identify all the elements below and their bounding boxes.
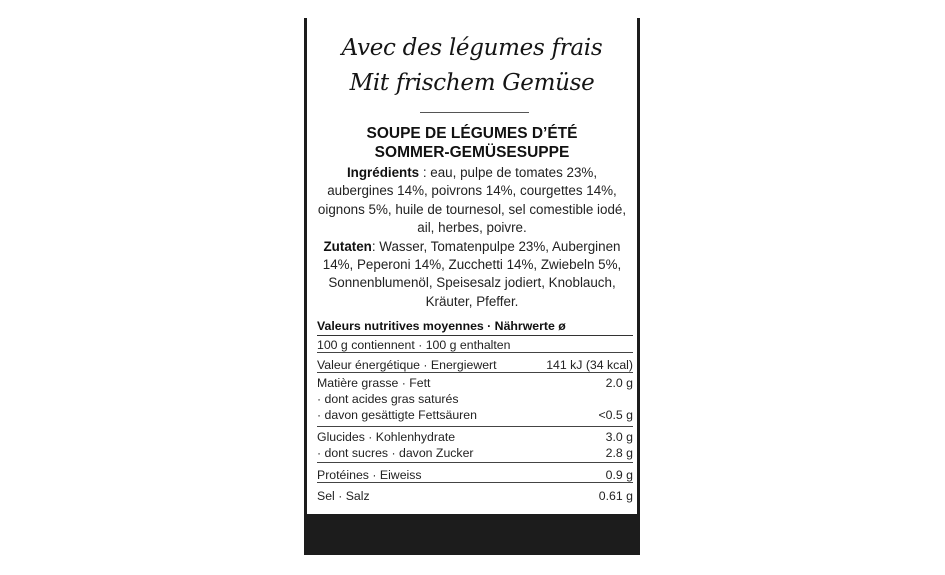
nutrition-header: Valeurs nutritives moyennes · Nährwerte ø: [317, 318, 633, 336]
nutrition-row-carbs: [317, 427, 633, 463]
sugars-label: · dont sucres · davon Zucker: [317, 446, 474, 460]
divider: [420, 112, 529, 113]
ingredients-de-text: : Wasser, Tomatenpulpe 23%, Auberginen 14%, Peperoni 14%, Zucchetti 14%, Zwiebeln 5%, Sonnenblumenöl, Speisesalz jodiert, Knoblauch, Kräuter, Pfeffer.: [322, 238, 622, 309]
ingredients-fr: [313, 164, 631, 238]
sugars-value: 2.8 g: [605, 446, 633, 460]
nutrition-row-protein: [317, 463, 633, 483]
protein-label: Protéines · Eiweiss: [317, 468, 422, 482]
energy-value: 141 kJ (34 kcal): [546, 358, 633, 372]
ingredients-section: [313, 164, 631, 311]
product-title-fr: SOUPE DE LÉGUMES D’ÉTÉ: [366, 125, 578, 142]
tagline-fr: Avec des légumes frais: [341, 35, 603, 61]
fat-value: 2.0 g: [605, 376, 633, 390]
ingredients-de-heading: Zutaten: [323, 238, 372, 254]
nutrition-basis-row: [317, 336, 633, 353]
nutrition-row-salt: [317, 483, 633, 503]
ingredients-fr-heading: Ingrédients: [346, 165, 420, 180]
salt-value: 0.61 g: [598, 489, 633, 503]
fat-label: Matière grasse · Fett: [317, 376, 431, 390]
product-title-de: SOMMER-GEMÜSESUPPE: [374, 144, 570, 161]
product-label: [304, 18, 640, 555]
protein-value: 0.9 g: [605, 468, 633, 482]
ingredients-de: [313, 238, 631, 312]
nutrition-table: [317, 318, 633, 503]
energy-label: Valeur énergétique · Energiewert: [317, 358, 497, 372]
carbs-label: Glucides · Kohlenhydrate: [317, 430, 456, 444]
carbs-value: 3.0 g: [605, 430, 633, 444]
sat-fat-label-fr: · dont acides gras saturés: [317, 392, 459, 406]
nutrition-row-energy: [317, 353, 633, 373]
sat-fat-value: <0.5 g: [598, 408, 633, 422]
nutrition-basis: 100 g contiennent · 100 g enthalten: [317, 338, 511, 352]
footer-band: [304, 514, 640, 555]
sat-fat-label-de: · davon gesättigte Fettsäuren: [317, 408, 477, 422]
ingredients-fr-text: : eau, pulpe de tomates 23%, aubergines 14%, poivrons 14%, courgettes 14%, oignons 5%, huile de tournesol, sel comestible iodé, ail, herbes, poivre.: [317, 165, 627, 236]
nutrition-row-fat: [317, 373, 633, 427]
tagline-de: Mit frischem Gemüse: [349, 70, 595, 96]
salt-label: Sel · Salz: [317, 489, 370, 503]
